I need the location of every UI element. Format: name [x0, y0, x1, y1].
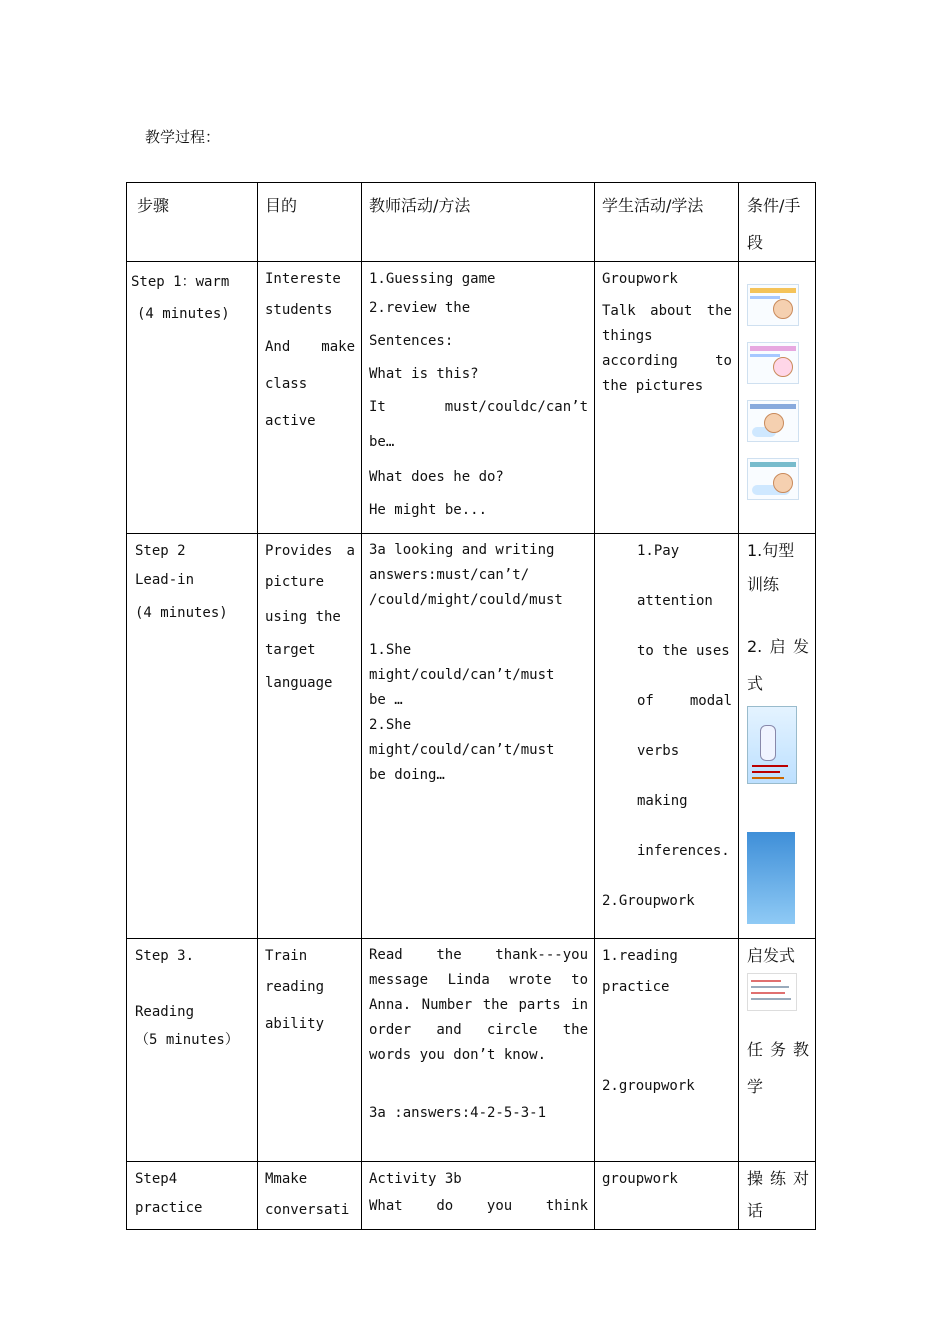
row3-student-line: 2.groupwork	[602, 1078, 695, 1094]
picture-thumbnail	[747, 284, 799, 326]
row3-purpose	[258, 939, 362, 1162]
row3-means-line: 启发式	[747, 946, 796, 965]
row2-step-line: (4 minutes)	[135, 605, 228, 621]
row1-teacher-line: He might be...	[369, 502, 488, 518]
header-means: 条件/手段	[739, 183, 816, 262]
row2-purpose	[258, 534, 362, 939]
row1-means	[739, 262, 816, 534]
table-row	[127, 534, 816, 939]
row2-means-line: 式	[747, 674, 764, 693]
row4-teacher-line: Activity 3b	[369, 1171, 462, 1187]
row4-step	[127, 1162, 258, 1230]
header-teacher: 教师活动/方法	[362, 183, 595, 262]
row2-student	[595, 534, 739, 939]
row2-purpose-line: Provides a	[265, 543, 355, 559]
row2-teacher	[362, 534, 595, 939]
row3-teacher-line: Anna. Number the parts in	[369, 997, 588, 1013]
row2-student-line: 1.Pay	[637, 543, 680, 559]
row1-purpose-line: active	[265, 413, 316, 429]
lesson-table	[126, 182, 816, 1230]
row4-step-line: Step4	[135, 1171, 178, 1187]
row1-teacher-line: 2.review the	[369, 300, 471, 316]
row1-student-line: according to	[602, 353, 732, 369]
row2-purpose-line: picture	[265, 574, 325, 590]
row3-student-line: practice	[602, 979, 670, 995]
row3-step-line: Reading	[135, 1004, 195, 1020]
row3-means-line: 学	[747, 1077, 764, 1096]
row1-step-line: Step 1：warm	[131, 274, 230, 290]
row2-student-line: making	[637, 793, 688, 809]
row2-teacher-line: might/could/can’t/must	[369, 742, 555, 758]
row1-purpose-line: And make	[265, 339, 355, 355]
row3-student	[595, 939, 739, 1162]
row2-teacher-line: be doing…	[369, 767, 445, 783]
row3-step	[127, 939, 258, 1162]
row2-step-line: Lead-in	[135, 572, 195, 588]
row1-teacher-line: Sentences:	[369, 333, 454, 349]
row1-teacher-line: What is this?	[369, 366, 479, 382]
row2-step-line: Step 2	[135, 543, 186, 559]
row2-means-line: 1.句型	[747, 541, 795, 560]
row4-teacher	[362, 1162, 595, 1230]
row1-purpose-line: class	[265, 376, 308, 392]
row2-student-line: of modal	[637, 693, 732, 709]
row2-purpose-line: language	[265, 675, 333, 691]
row3-teacher	[362, 939, 595, 1162]
row1-step	[127, 262, 258, 534]
row2-student-line: inferences.	[637, 843, 730, 859]
row4-means	[739, 1162, 816, 1230]
row2-teacher-line: /could/might/could/must	[369, 592, 563, 608]
row4-means-line: 操练对	[747, 1169, 809, 1188]
row2-student-line: verbs	[637, 743, 680, 759]
row3-purpose-line: ability	[265, 1016, 325, 1032]
row3-means	[739, 939, 816, 1162]
row2-teacher-line: 3a looking and writing	[369, 542, 555, 558]
row4-step-line: practice	[135, 1200, 203, 1216]
row2-step	[127, 534, 258, 939]
picture-thumbnail	[747, 973, 797, 1011]
row1-teacher-line: It must/couldc/can’t	[369, 399, 588, 415]
row2-student-line: 2.Groupwork	[602, 893, 695, 909]
row1-student	[595, 262, 739, 534]
row3-teacher-line: order and circle the	[369, 1022, 588, 1038]
table-row	[127, 262, 816, 534]
row1-teacher-line: What does he do?	[369, 469, 504, 485]
row3-teacher-line: words you don’t know.	[369, 1047, 547, 1063]
row2-teacher-line: 1.She	[369, 642, 412, 658]
row1-purpose	[258, 262, 362, 534]
picture-thumbnail	[747, 400, 799, 442]
row2-means	[739, 534, 816, 939]
table-row	[127, 939, 816, 1162]
row3-teacher-line: message Linda wrote to	[369, 972, 588, 988]
row2-teacher-line: be …	[369, 692, 403, 708]
row1-step-line: (4 minutes)	[137, 306, 230, 322]
row2-teacher-line	[369, 613, 588, 638]
row3-teacher-line: Read the thank---you	[369, 947, 588, 963]
picture-thumbnail	[747, 706, 797, 784]
row4-purpose	[258, 1162, 362, 1230]
row4-means-line: 话	[747, 1201, 764, 1220]
row3-step-line: （5 minutes）	[135, 1032, 239, 1048]
row4-purpose-line: Mmake	[265, 1171, 308, 1187]
picture-thumbnail	[747, 342, 799, 384]
row2-teacher-line: answers:must/can’t/	[369, 567, 530, 583]
row2-purpose-line: using the	[265, 609, 341, 625]
row1-student-line: Talk about the	[602, 303, 732, 319]
row3-purpose-line: reading	[265, 979, 325, 995]
row3-purpose-line: Train	[265, 948, 308, 964]
picture-thumbnail	[747, 832, 795, 924]
row3-means-line: 任务教	[747, 1040, 809, 1059]
row2-teacher-line: might/could/can’t/must	[369, 667, 555, 683]
row4-teacher-line: What do you think	[369, 1198, 588, 1214]
row2-teacher-line: 2.She	[369, 717, 412, 733]
header-student: 学生活动/学法	[595, 183, 739, 262]
row4-purpose-line: conversati	[265, 1202, 350, 1218]
row2-means-line: 训练	[747, 575, 780, 594]
row1-purpose-line: Intereste	[265, 271, 341, 287]
row3-student-line: 1.reading	[602, 948, 678, 964]
row1-student-line: things	[602, 328, 653, 344]
row2-student-line: to the uses	[637, 643, 730, 659]
picture-thumbnail	[747, 458, 799, 500]
row1-student-line: the pictures	[602, 378, 704, 394]
row4-student	[595, 1162, 739, 1230]
row1-student-line: Groupwork	[602, 271, 678, 287]
row2-means-line: 2.启发	[747, 637, 809, 656]
row1-teacher-line: be…	[369, 434, 395, 450]
row4-student-line: groupwork	[602, 1171, 678, 1187]
row3-step-line: Step 3.	[135, 948, 195, 964]
page-title: 教学过程：	[145, 128, 221, 146]
table-row	[127, 1162, 816, 1230]
header-step: 步骤	[127, 183, 258, 262]
row1-teacher-line: 1.Guessing game	[369, 271, 496, 287]
row1-purpose-line: students	[265, 302, 333, 318]
header-row	[127, 183, 816, 262]
row2-purpose-line: target	[265, 642, 316, 658]
row2-student-line: attention	[637, 593, 713, 609]
header-purpose: 目的	[258, 183, 362, 262]
row1-teacher	[362, 262, 595, 534]
row3-teacher-line: 3a :answers:4-2-5-3-1	[369, 1105, 547, 1121]
